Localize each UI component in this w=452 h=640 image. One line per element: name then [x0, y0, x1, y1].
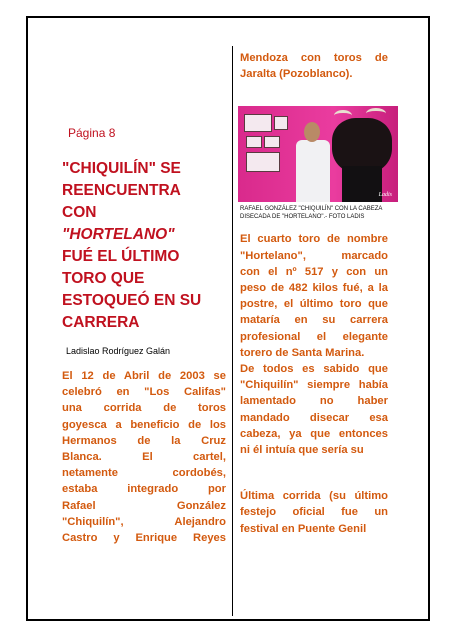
text-line: El 12 de Abril de 2003 se — [62, 370, 226, 382]
page-number: Página 8 — [68, 126, 116, 140]
text-line: postre, el último toro que — [240, 298, 388, 311]
wall-frame — [246, 136, 262, 148]
column-divider — [232, 46, 233, 616]
headline — [62, 158, 226, 334]
text-line: "Chiquilín", Alejandro — [62, 515, 226, 528]
text-line: peso de 482 kilos fué, a la — [240, 282, 388, 295]
text-line: una corrida de toros — [62, 402, 226, 415]
text-line: mataría en su carrera — [240, 314, 388, 327]
headline-line: ESTOQUEÓ EN SU — [62, 292, 202, 309]
right-column — [240, 50, 392, 537]
text-line: lamentado no haber — [240, 395, 388, 408]
text-line: Castro y Enrique Reyes — [62, 532, 226, 545]
text-line: cabeza, ya que entonces — [240, 427, 388, 440]
text-line: estaba integrado por — [62, 483, 226, 496]
text-line: "Chiquilín" siempre había — [240, 379, 388, 392]
headline-line: REENCUENTRA — [62, 182, 181, 199]
text-line: goyesca a beneficio de los — [62, 418, 226, 431]
left-column — [62, 126, 226, 546]
text-line: Última corrida (su último — [240, 490, 388, 503]
text-line: Mendoza con toros de — [240, 52, 388, 64]
text-line: festejo oficial fue un — [240, 506, 388, 519]
headline-line: CON — [62, 204, 97, 221]
headline-line: FUÉ EL ÚLTIMO — [62, 248, 180, 265]
text-line: netamente cordobés, — [62, 467, 226, 480]
man-figure — [296, 140, 330, 202]
photo-caption: RAFAEL GONZÁLEZ "CHIQUILÍN" CON LA CABEZA DISECADA DE "HORTELANO".- FOTO LADIS — [240, 206, 383, 220]
text-line: Rafael González — [62, 499, 226, 512]
text-line: profesional el elegante — [240, 330, 388, 343]
text-line: torero de Santa Marina. — [240, 346, 365, 359]
text-line: De todos es sabido que — [240, 363, 388, 376]
headline-line: TORO QUE — [62, 270, 145, 287]
left-body-text — [62, 368, 226, 546]
text-line: ni él intuía que sería su — [240, 444, 364, 457]
headline-line: "CHIQUILÍN" SE — [62, 160, 181, 177]
headline-line: CARRERA — [62, 314, 140, 331]
wall-frame — [264, 136, 280, 148]
wall-poster — [244, 114, 272, 132]
text-line: Blanca. El cartel, — [62, 451, 226, 464]
photo-bull-head — [238, 106, 398, 202]
right-top-text — [240, 50, 388, 82]
headline-line: "HORTELANO" — [62, 226, 175, 243]
text-line: Hermanos de la Cruz — [62, 434, 226, 447]
text-line: mandado disecar esa — [240, 411, 388, 424]
wall-frame — [274, 116, 288, 130]
author-byline: Ladislao Rodríguez Galán — [66, 346, 171, 356]
right-body-text — [240, 231, 388, 458]
text-line: Jaralta (Pozoblanco). — [240, 68, 353, 81]
text-line: festival en Puente Genil — [240, 522, 367, 535]
wall-frame — [246, 152, 280, 172]
text-line: celebró en "Los Califas" — [62, 386, 226, 399]
text-line: El cuarto toro de nombre — [240, 233, 388, 246]
text-line: "Hortelano", marcado — [240, 249, 388, 262]
text-line: con el nº 517 y con un — [240, 265, 388, 278]
photo-signature: Ladis — [378, 192, 392, 199]
right-bottom-text — [240, 488, 388, 537]
